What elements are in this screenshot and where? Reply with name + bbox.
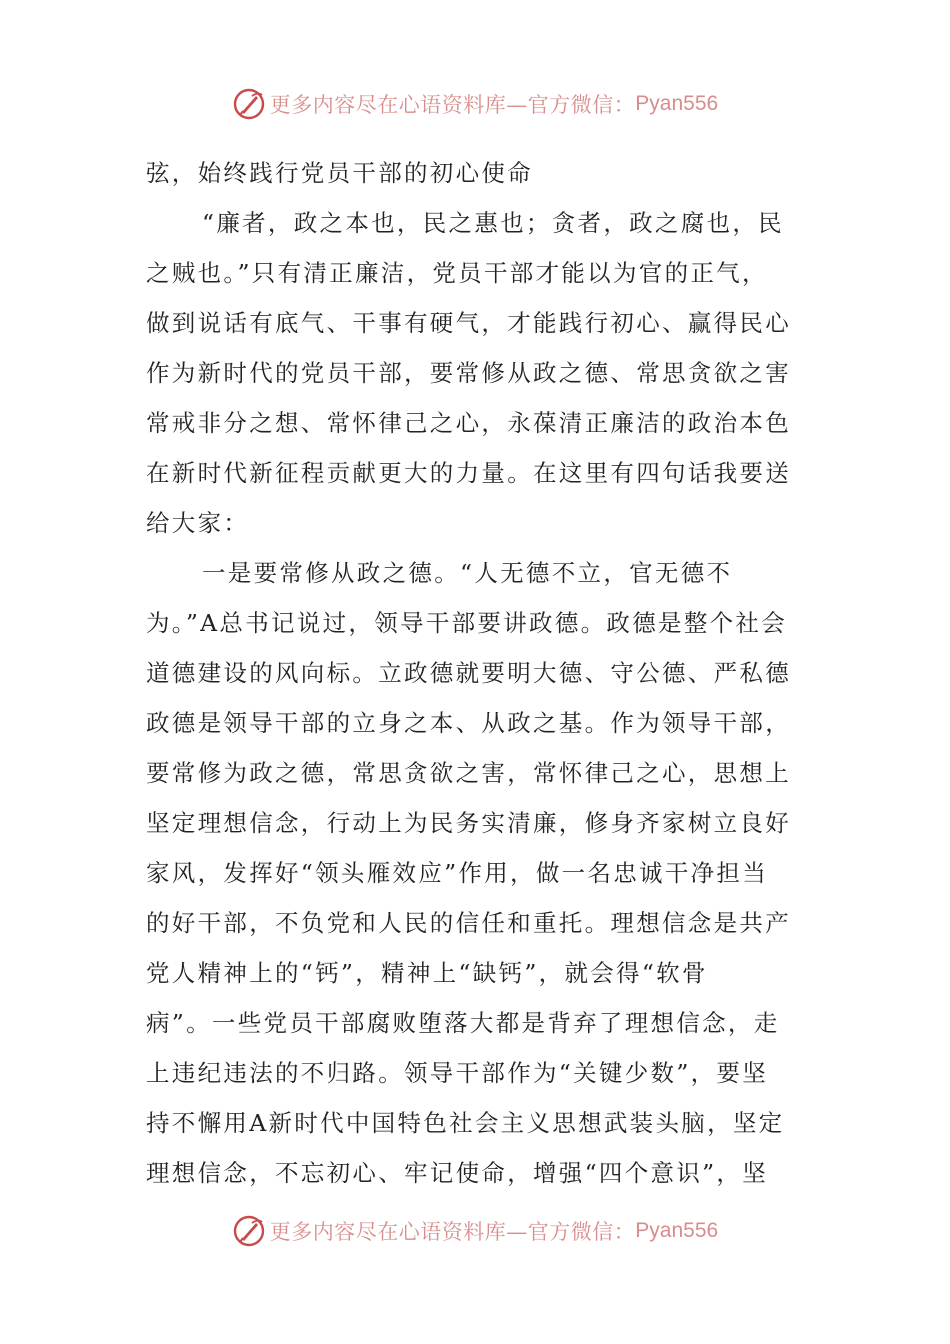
- text-line: 党人精神上的“钙”，精神上“缺钙”，就会得“软骨: [146, 959, 708, 987]
- text-line: 政德是领导干部的立身之本、从政之基。作为领导干部，: [146, 709, 791, 737]
- text-line: 弦，始终践行党员干部的初心使命: [146, 159, 533, 187]
- text-line: 给大家：: [146, 509, 250, 537]
- document-body: [146, 148, 806, 1198]
- quill-pen-icon: [232, 87, 266, 121]
- text-line: 家风，发挥好“领头雁效应”作用，做一名忠诚干净担当: [146, 859, 769, 887]
- text-line: 病”。一些党员干部腐败堕落大都是背弃了理想信念，走: [146, 1009, 780, 1037]
- text-line: 为。”A总书记说过，领导干部要讲政德。政德是整个社会: [146, 609, 788, 637]
- watermark-text: 更多内容尽在心语资料库—官方微信：: [269, 93, 636, 117]
- text-line: 一是要常修从政之德。“人无德不立，官无德不: [202, 559, 733, 587]
- footer-watermark: [0, 1211, 950, 1251]
- watermark-text: 更多内容尽在心语资料库—官方微信：: [269, 1220, 636, 1244]
- text-line: 持不懈用A新时代中国特色社会主义思想武装头脑，坚定: [146, 1109, 785, 1137]
- text-line: 常戒非分之想、常怀律己之心，永葆清正廉洁的政治本色: [146, 409, 791, 437]
- text-line: 理想信念，不忘初心、牢记使命，增强“四个意识”，坚: [146, 1159, 769, 1187]
- text-line: 的好干部，不负党和人民的信任和重托。理想信念是共产: [146, 909, 791, 937]
- text-line: 上违纪违法的不归路。领导干部作为“关键少数”，要坚: [146, 1059, 769, 1087]
- watermark-wechat-id: Pyan556: [635, 1219, 719, 1242]
- text-line: “廉者，政之本也，民之惠也；贪者，政之腐也，民: [202, 209, 784, 237]
- watermark-wechat-id: Pyan556: [635, 92, 719, 115]
- header-watermark: [0, 84, 950, 124]
- text-line: 坚定理想信念，行动上为民务实清廉，修身齐家树立良好: [146, 809, 791, 837]
- text-line: 要常修为政之德，常思贪欲之害，常怀律己之心，思想上: [146, 759, 791, 787]
- text-line: 作为新时代的党员干部，要常修从政之德、常思贪欲之害: [146, 359, 791, 387]
- text-line: 之贼也。”只有清正廉洁，党员干部才能以为官的正气，: [146, 259, 768, 287]
- text-line: 道德建设的风向标。立政德就要明大德、守公德、严私德: [146, 659, 791, 687]
- quill-pen-icon: [232, 1214, 266, 1248]
- text-line: 在新时代新征程贡献更大的力量。在这里有四句话我要送: [146, 459, 791, 487]
- text-line: 做到说话有底气、干事有硬气，才能践行初心、赢得民心: [146, 309, 791, 337]
